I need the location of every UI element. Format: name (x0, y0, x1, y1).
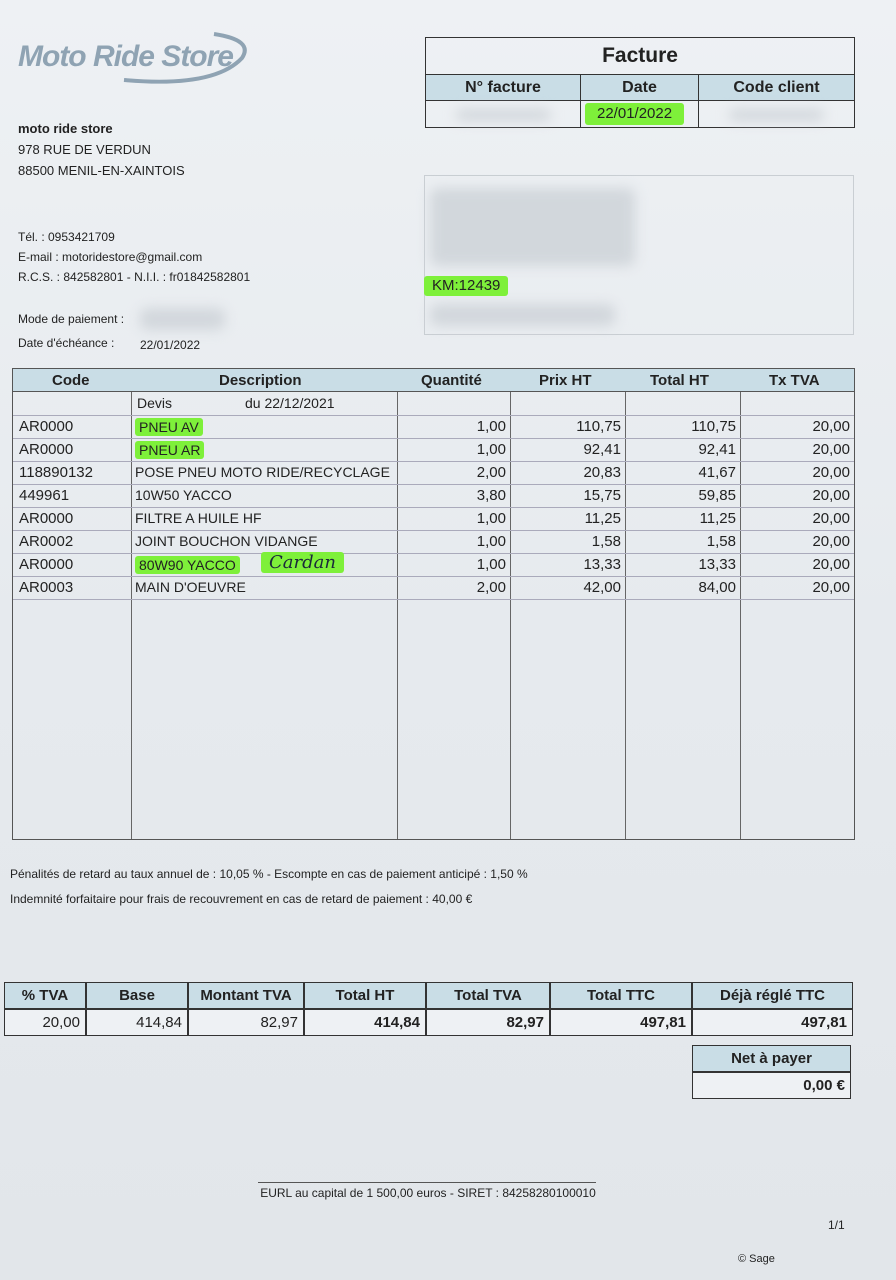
item-total: 92,41 (698, 441, 736, 458)
totals-table (4, 982, 853, 1037)
devis-date: du 22/12/2021 (245, 395, 335, 411)
header-unit-price: Prix HT (539, 372, 592, 389)
table-row (13, 530, 854, 554)
item-description: JOINT BOUCHON VIDANGE (135, 533, 318, 549)
invoice-header-box (425, 37, 855, 128)
item-code: AR0002 (19, 533, 74, 550)
item-total: 84,00 (698, 579, 736, 596)
company-email: E-mail : motoridestore@gmail.com (18, 250, 203, 264)
item-code: AR0000 (19, 510, 74, 527)
item-unit-price: 15,75 (583, 487, 621, 504)
invoice-value-row (426, 101, 854, 128)
total-vat-amount-value: 82,97 (188, 1009, 304, 1036)
item-vat-rate: 20,00 (812, 510, 850, 527)
redacted-invoice-number (456, 109, 551, 121)
devis-label: Devis (137, 395, 173, 411)
invoice-header-row (426, 74, 854, 101)
item-quantity: 1,00 (476, 533, 506, 550)
total-ht-header: Total HT (304, 982, 426, 1009)
item-total: 13,33 (698, 556, 736, 573)
item-unit-price: 110,75 (576, 418, 621, 435)
company-phone: Tél. : 0953421709 (18, 230, 115, 244)
item-total: 110,75 (691, 418, 736, 435)
table-header-row (13, 369, 854, 392)
total-ttc-header: Total TTC (550, 982, 692, 1009)
table-row (13, 438, 854, 462)
table-row (13, 507, 854, 531)
already-paid-header: Déjà réglé TTC (692, 982, 853, 1009)
client-address-box (424, 175, 854, 335)
item-vat-rate: 20,00 (812, 579, 850, 596)
due-date-label: Date d'échéance : (18, 336, 115, 350)
item-vat-rate: 20,00 (812, 533, 850, 550)
invoice-title: Facture (602, 44, 678, 67)
item-total: 41,67 (698, 464, 736, 481)
redacted-client-info (430, 304, 615, 326)
company-city: 88500 MENIL-EN-XAINTOIS (18, 163, 185, 178)
table-row (13, 576, 854, 600)
item-code: AR0000 (19, 556, 74, 573)
item-description: FILTRE A HUILE HF (135, 510, 262, 526)
item-quantity: 1,00 (476, 441, 506, 458)
invoice-date-header: Date (581, 75, 699, 100)
item-quantity: 1,00 (476, 418, 506, 435)
item-vat-rate: 20,00 (812, 418, 850, 435)
devis-row (13, 392, 854, 416)
invoice-number-header: N° facture (426, 75, 581, 100)
item-code: 449961 (19, 487, 70, 504)
item-description: PNEU AR (135, 441, 204, 459)
item-description: PNEU AV (135, 418, 203, 436)
item-code: AR0000 (19, 418, 74, 435)
company-logo (14, 28, 254, 94)
item-vat-rate: 20,00 (812, 487, 850, 504)
item-description: 10W50 YACCO (135, 487, 232, 503)
footer-divider (258, 1182, 596, 1183)
item-quantity: 1,00 (476, 510, 506, 527)
company-rcs: R.C.S. : 842582801 - N.I.I. : fr01842582801 (18, 270, 251, 284)
late-penalty-note: Pénalités de retard au taux annuel de : 10,05 % - Escompte en cas de paiement anticipé : 1,50 % (10, 867, 528, 881)
total-vat-amount-header: Montant TVA (188, 982, 304, 1009)
header-total: Total HT (650, 372, 709, 389)
table-row (13, 553, 854, 577)
item-quantity: 2,00 (476, 464, 506, 481)
item-code: 118890132 (19, 464, 93, 481)
client-code-value (699, 101, 854, 128)
total-tva-value: 82,97 (426, 1009, 550, 1036)
total-ht-value: 414,84 (304, 1009, 426, 1036)
item-description: POSE PNEU MOTO RIDE/RECYCLAGE (135, 464, 390, 480)
table-row (13, 461, 854, 485)
header-vat-rate: Tx TVA (769, 372, 820, 389)
item-quantity: 1,00 (476, 556, 506, 573)
footer-capital: EURL au capital de 1 500,00 euros - SIRET : 84258280100010 (260, 1186, 596, 1200)
handwritten-cardan-note: Cardan (261, 552, 344, 573)
item-description: 80W90 YACCO (135, 556, 240, 574)
item-total: 59,85 (698, 487, 736, 504)
item-unit-price: 20,83 (583, 464, 621, 481)
table-row (13, 484, 854, 508)
header-description: Description (219, 372, 302, 389)
invoice-date-cell (581, 101, 699, 128)
item-vat-rate: 20,00 (812, 441, 850, 458)
total-tva-header: Total TVA (426, 982, 550, 1009)
header-quantity: Quantité (421, 372, 482, 389)
client-code-header: Code client (733, 79, 820, 96)
table-row (13, 415, 854, 439)
total-vat-rate-header: % TVA (4, 982, 86, 1009)
page-number: 1/1 (828, 1218, 845, 1232)
item-unit-price: 42,00 (583, 579, 621, 596)
net-payable-header: Net à payer (692, 1045, 851, 1072)
recovery-fee-note: Indemnité forfaitaire pour frais de recouvrement en cas de retard de paiement : 40,00 € (10, 892, 473, 906)
due-date-value: 22/01/2022 (140, 338, 201, 352)
item-vat-rate: 20,00 (812, 556, 850, 573)
item-unit-price: 92,41 (583, 441, 621, 458)
item-unit-price: 11,25 (584, 510, 621, 527)
item-unit-price: 13,33 (583, 556, 621, 573)
net-payable-value: 0,00 € (692, 1072, 851, 1099)
item-total: 11,25 (699, 510, 736, 527)
payment-mode-label: Mode de paiement : (18, 312, 125, 326)
total-base-header: Base (86, 982, 188, 1009)
invoice-date-value: 22/01/2022 (585, 103, 684, 125)
header-code: Code (52, 372, 90, 389)
km-note: KM:12439 (424, 276, 508, 296)
company-name: moto ride store (18, 121, 113, 136)
total-ttc-value: 497,81 (550, 1009, 692, 1036)
total-base-value: 414,84 (86, 1009, 188, 1036)
already-paid-value: 497,81 (692, 1009, 853, 1036)
item-code: AR0000 (19, 441, 74, 458)
sage-credit: © Sage (738, 1253, 775, 1265)
items-table (12, 368, 855, 840)
item-description: MAIN D'OEUVRE (135, 579, 246, 595)
company-street: 978 RUE DE VERDUN (18, 142, 151, 157)
logo-text: Moto Ride Store (18, 40, 233, 73)
invoice-number-value (426, 101, 581, 128)
item-code: AR0003 (19, 579, 74, 596)
total-vat-rate-value: 20,00 (4, 1009, 86, 1036)
redacted-client-address (430, 188, 635, 266)
redacted-payment-mode (140, 308, 225, 330)
item-unit-price: 1,58 (591, 533, 621, 550)
item-quantity: 2,00 (476, 579, 506, 596)
item-vat-rate: 20,00 (812, 464, 850, 481)
item-quantity: 3,80 (476, 487, 506, 504)
item-total: 1,58 (706, 533, 736, 550)
redacted-client-code (729, 109, 824, 121)
